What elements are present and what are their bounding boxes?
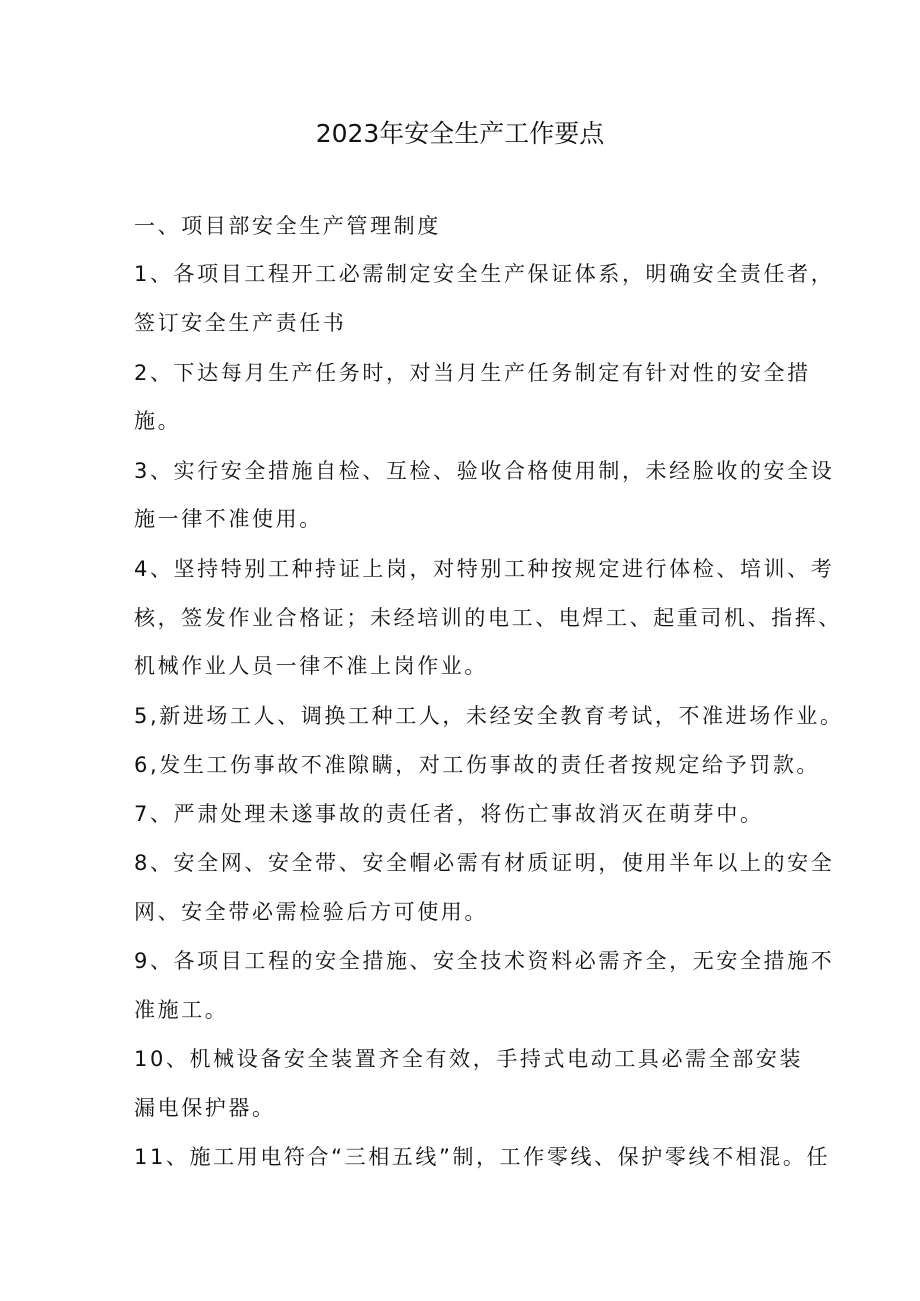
- body-line: 4、坚持特别工种持证上岗，对特别工种按规定进行体检、培训、考: [134, 557, 835, 581]
- body-line: 3、实行安全措施自检、互检、验收合格使用制，未经脸收的安全设: [134, 459, 835, 483]
- body-line: 8、安全网、安全带、安全帽必需有材质证明，使用半年以上的安全: [134, 851, 835, 875]
- body-line: 2、下达每月生产任务时，对当月生产任务制定有针对性的安全措: [134, 361, 811, 385]
- body-line: 施。: [134, 409, 182, 433]
- body-line: 准施工。: [134, 998, 229, 1022]
- body-line: 10、机械设备安全装置齐全有效，手持式电动工具必需全部安装: [134, 1047, 804, 1071]
- body-line: 核，签发作业合格证；未经培训的电工、电焊工、起重司机、指挥、: [134, 606, 842, 630]
- body-line: 网、安全带必需检验后方可使用。: [134, 900, 488, 924]
- document-title: 2023年安全生产工作要点: [315, 119, 605, 148]
- body-line: 9、各项目工程的安全措施、安全技术资料必需齐全，无安全措施不: [134, 949, 835, 973]
- body-line: 漏电保护器。: [134, 1096, 276, 1120]
- body-line: 1、各项目工程开工必需制定安全生产保证体系，明确安全责任者，: [134, 262, 835, 286]
- body-line: 机械作业人员一律不准上岗作业。: [134, 654, 488, 678]
- body-line: 施一律不准使用。: [134, 507, 323, 531]
- body-line: 5,新进场工人、调换工种工人，未经安全教育考试，不准进场作业。: [134, 704, 844, 728]
- body-line: 7、严肃处理未遂事故的责任者，将伤亡事故消灭在萌芽中。: [134, 802, 764, 826]
- section-heading: 一、项目部安全生产管理制度: [134, 214, 441, 238]
- body-line: 签订安全生产责任书: [134, 311, 347, 335]
- body-line: 11、施工用电符合“三相五线”制，工作零线、保护零线不相混。任: [134, 1145, 831, 1169]
- body-line: 6,发生工伤事故不准隙瞒，对工伤事故的责任者按规定给予罚款。: [134, 753, 821, 777]
